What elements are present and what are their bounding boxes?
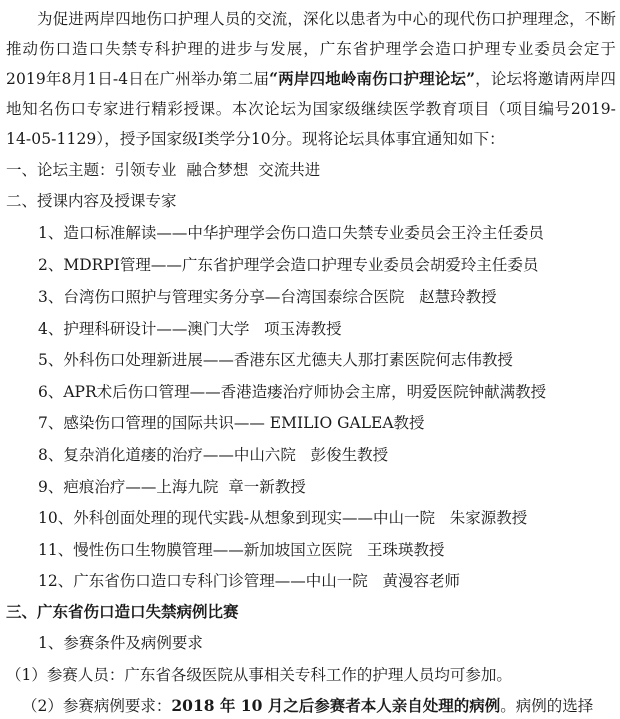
section-theme-label: 一、论坛主题： [6,161,115,179]
competition-sub-heading: 1、参赛条件及病例要求 [38,634,203,652]
participants-requirement: （1）参赛人员：广东省各级医院从事相关专科工作的护理人员均可参加。 [6,666,512,684]
section-lectures-title: 二、授课内容及授课专家 [6,192,177,210]
lecture-item: 9、疤痕治疗——上海九院 章一新教授 [38,478,306,496]
lecture-item: 10、外科创面处理的现代实践-从想象到现实——中山一院 朱家源教授 [38,509,528,527]
intro-text-part1: 为促进两岸四地伤口护理人员的交流，深化以患者为中心的现代伤口护理理念，不断推动伤口造口失禁专科护理的进步与发展，广东省护理学会造口护理专业委员会定于2019年8月1日-4日在广州举办第二届 [6,10,616,88]
lecture-item: 8、复杂消化道瘘的治疗——中山六院 彭俊生教授 [38,446,389,464]
intro-paragraph [6,4,616,154]
section-competition-title: 三、广东省伤口造口失禁病例比赛 [6,602,239,621]
section-theme-text: 引领专业 融合梦想 交流共进 [114,161,321,179]
case-requirement-suffix: 。病例的选择 [500,697,594,715]
lecture-item: 11、慢性伤口生物膜管理——新加坡国立医院 王珠瑛教授 [38,541,445,559]
forum-name: “两岸四地岭南伤口护理论坛” [269,69,476,88]
lecture-item: 2、MDRPI管理——广东省护理学会造口护理专业委员会胡爱玲主任委员 [38,256,539,274]
lecture-item: 1、造口标准解读——中华护理学会伤口造口失禁专业委员会王泠主任委员 [38,224,544,242]
case-requirement [22,695,593,717]
intro-text-part2: ，论坛将邀请两岸四地知名伤口专家进行精彩授课。本次论坛为国家级继续医学教育项目（项目编号2019-14-05-1129），授予国家级Ⅰ类学分10分。现将论坛具体事宜通知如下： [6,70,617,148]
lecture-item: 7、感染伤口管理的国际共识—— EMILIO GALEA教授 [38,414,425,432]
lecture-item: 3、台湾伤口照护与管理实务分享—台湾国泰综合医院 赵慧玲教授 [38,288,497,306]
lecture-item: 5、外科伤口处理新进展——香港东区尤德夫人那打素医院何志伟教授 [38,351,513,369]
lecture-item: 6、APR术后伤口管理——香港造瘘治疗师协会主席，明爱医院钟献满教授 [38,383,547,401]
section-theme [6,159,320,181]
case-requirement-prefix: （2）参赛病例要求： [22,697,172,715]
lecture-item: 4、护理科研设计——澳门大学 项玉涛教授 [38,320,342,338]
lecture-item: 12、广东省伤口造口专科门诊管理——中山一院 黄漫容老师 [38,572,461,590]
case-requirement-bold: 2018 年 10 月之后参赛者本人亲自处理的病例 [171,696,501,715]
